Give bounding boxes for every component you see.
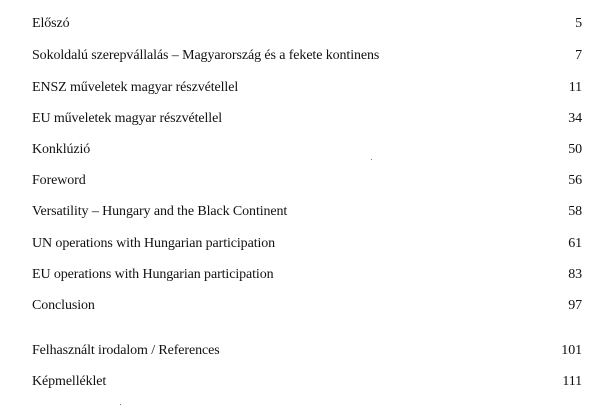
toc-entry-title: EU operations with Hungarian participation <box>32 267 274 282</box>
toc-entry-ensz <box>32 78 582 98</box>
toc-entry-versatility <box>32 202 582 222</box>
toc-entry-page: 5 <box>575 16 582 31</box>
toc-entry-conclusion <box>32 296 582 316</box>
scan-speck <box>371 159 372 160</box>
toc-entry-page: 34 <box>568 111 582 126</box>
toc-entry-page: 50 <box>568 142 582 157</box>
toc-entry-page: 97 <box>568 298 582 313</box>
toc-entry-eloszo <box>32 14 582 34</box>
toc-entry-title: Képmelléklet <box>32 374 107 389</box>
toc-entry-page: 11 <box>568 80 582 95</box>
toc-entry-title: Versatility – Hungary and the Black Continent <box>32 204 288 219</box>
toc-entry-title: ENSZ műveletek magyar részvétellel <box>32 80 239 95</box>
toc-entry-page: 61 <box>568 236 582 251</box>
toc-entry-page: 83 <box>568 267 582 282</box>
toc-entry-page: 7 <box>575 48 582 63</box>
toc-entry-title: EU műveletek magyar részvétellel <box>32 111 222 126</box>
toc-entry-title: Konklúzió <box>32 142 91 157</box>
toc-entry-eu-operations <box>32 265 582 285</box>
toc-entry-references <box>32 341 582 361</box>
toc-entry-title: Előszó <box>32 16 70 31</box>
toc-entry-sokoldalu <box>32 46 582 66</box>
toc-entry-title: Sokoldalú szerepvállalás – Magyarország és a fekete kontinens <box>32 48 380 63</box>
toc-entry-title: Conclusion <box>32 298 95 313</box>
toc-entry-kepmelleklet <box>32 372 582 392</box>
toc-entry-page: 111 <box>562 374 582 389</box>
toc-entry-title: Foreword <box>32 173 86 188</box>
toc-entry-title: UN operations with Hungarian participation <box>32 236 276 251</box>
toc-entry-un-operations <box>32 234 582 254</box>
toc-entry-eu-hu <box>32 109 582 129</box>
toc-entry-page: 56 <box>568 173 582 188</box>
toc-entry-page: 58 <box>568 204 582 219</box>
toc-entry-foreword <box>32 171 582 191</box>
toc-entry-page: 101 <box>561 343 582 358</box>
toc-entry-title: Felhasznált irodalom / References <box>32 343 220 358</box>
scan-speck <box>120 404 121 405</box>
toc-entry-konkluzio <box>32 140 582 160</box>
